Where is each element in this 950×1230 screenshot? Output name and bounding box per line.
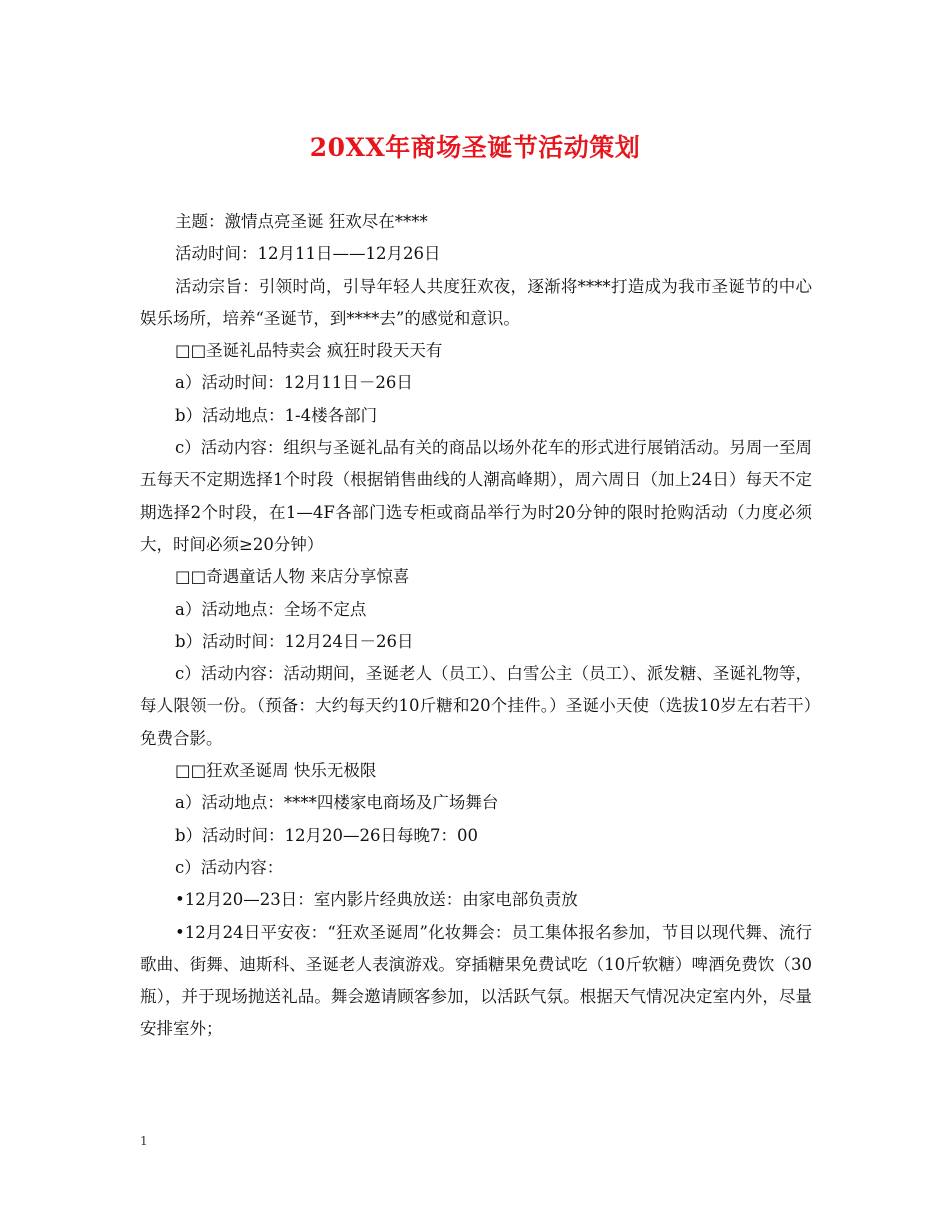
bullet-item: •12月20—23日：室内影片经典放送：由家电部负责放 [175,890,578,910]
document-body [140,206,812,1046]
list-item: b）活动时间：12月24日－26日 [175,631,414,651]
section-heading-gift-sale: □□圣诞礼品特卖会 疯狂时段天天有 [175,341,443,361]
section-heading-carnival-week: □□狂欢圣诞周 快乐无极限 [175,761,377,781]
paragraph-theme: 主题：激情点亮圣诞 狂欢尽在**** [175,212,428,231]
list-item: c）活动内容：组织与圣诞礼品有关的商品以场外花车的形式进行展销活动。另周一至周五每天不定期选择1个时段（根据销售曲线的人潮高峰期），周六周日（加上24日）每天不定期选择2个时段，在1—4F各部门选专柜或商品举行为时20分钟的限时抢购活动（力度必须大，时间必须≥20分钟） [140,438,812,554]
section-heading-fairy-tale: □□奇遇童话人物 来店分享惊喜 [175,567,410,587]
document-title: 20XX年商场圣诞节活动策划 [309,133,641,162]
list-item: c）活动内容：活动期间，圣诞老人（员工）、白雪公主（员工）、派发糖、圣诞礼物等，每人限领一份。（预备：大约每天约10斤糖和20个挂件。）圣诞小天使（选拔10岁左右若干）免费合影。 [140,664,812,748]
page-number: 1 [140,1134,148,1148]
paragraph-purpose: 活动宗旨：引领时尚，引导年轻人共度狂欢夜，逐渐将****打造成为我市圣诞节的中心娱乐场所，培养“圣诞节，到****去”的感觉和意识。 [140,276,812,328]
list-item: b）活动时间：12月20—26日每晚7：00 [175,825,479,845]
list-item: a）活动地点：全场不定点 [175,599,367,619]
list-item: a）活动时间：12月11日－26日 [175,373,413,393]
paragraph-event-time: 活动时间：12月11日——12月26日 [175,244,441,264]
list-item: a）活动地点：****四楼家电商场及广场舞台 [175,793,499,813]
list-item: c）活动内容： [175,857,284,877]
bullet-item: •12月24日平安夜：“狂欢圣诞周”化妆舞会：员工集体报名参加，节目以现代舞、流行歌曲、街舞、迪斯科、圣诞老人表演游戏。穿插糖果免费试吃（10斤软糖）啤酒免费饮（30瓶），并于现场抛送礼品。舞会邀请顾客参加，以活跃气氛。根据天气情况决定室内外，尽量安排室外； [140,922,812,1039]
list-item: b）活动地点：1-4楼各部门 [175,405,378,425]
